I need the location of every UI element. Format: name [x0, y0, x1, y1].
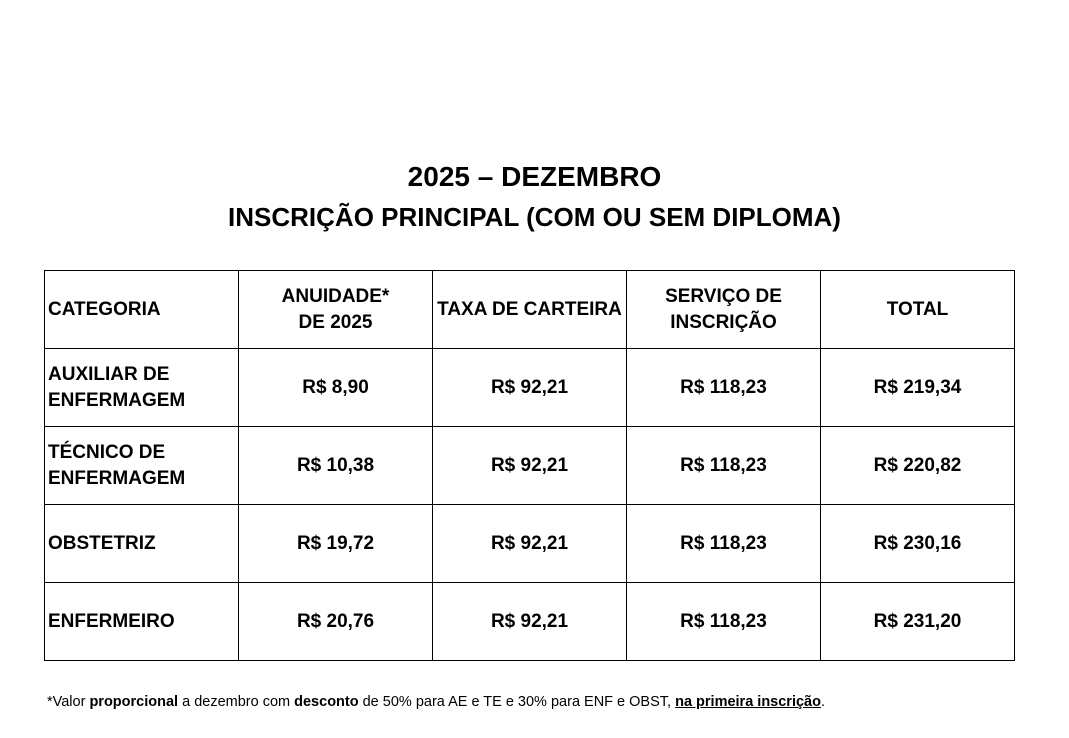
header-taxa	[433, 271, 627, 349]
header-servico-line1: SERVIÇO DE	[665, 285, 782, 307]
cell-taxa: R$ 92,21	[433, 583, 627, 661]
table-row-auxiliar	[45, 349, 1015, 427]
cell-anuidade: R$ 10,38	[239, 427, 433, 505]
categoria-line1: ENFERMEIRO	[48, 610, 175, 632]
cell-categoria	[45, 583, 239, 661]
cell-categoria	[45, 505, 239, 583]
footnote-proporcional: proporcional	[89, 694, 179, 710]
cell-servico: R$ 118,23	[627, 349, 821, 427]
categoria-line2: ENFERMAGEM	[48, 389, 186, 411]
categoria-line2: ENFERMAGEM	[48, 467, 186, 489]
categoria-line1: OBSTETRIZ	[48, 532, 156, 554]
cell-categoria	[45, 349, 239, 427]
cell-categoria	[45, 427, 239, 505]
header-categoria	[45, 271, 239, 349]
header-total-label: TOTAL	[886, 298, 949, 320]
table-row-obstetriz	[45, 505, 1015, 583]
cell-taxa: R$ 92,21	[433, 427, 627, 505]
fees-table	[44, 270, 1015, 661]
footnote-primeira-inscricao: na primeira inscrição	[675, 694, 821, 710]
header-servico-line2: INSCRIÇÃO	[670, 311, 777, 333]
categoria-line1: TÉCNICO DE	[48, 441, 166, 463]
cell-anuidade: R$ 20,76	[239, 583, 433, 661]
header-anuidade	[239, 271, 433, 349]
cell-servico: R$ 118,23	[627, 505, 821, 583]
cell-total: R$ 230,16	[821, 505, 1015, 583]
cell-total: R$ 220,82	[821, 427, 1015, 505]
cell-taxa: R$ 92,21	[433, 505, 627, 583]
footnote	[47, 692, 825, 712]
cell-anuidade: R$ 8,90	[239, 349, 433, 427]
table-row-tecnico	[45, 427, 1015, 505]
footnote-text-1: *Valor	[47, 694, 90, 710]
header-total	[821, 271, 1015, 349]
header-servico	[627, 271, 821, 349]
header-anuidade-line2: DE 2025	[298, 311, 373, 333]
table-header-row	[45, 271, 1015, 349]
footnote-text-3: de 50% para AE e TE e 30% para ENF e OBST,	[358, 694, 676, 710]
cell-total: R$ 219,34	[821, 349, 1015, 427]
cell-servico: R$ 118,23	[627, 427, 821, 505]
header-anuidade-line1: ANUIDADE*	[281, 285, 390, 307]
footnote-text-2: a dezembro com	[178, 694, 295, 710]
header-taxa-label: TAXA DE CARTEIRA	[437, 298, 622, 320]
cell-servico: R$ 118,23	[627, 583, 821, 661]
footnote-text-4: .	[820, 694, 825, 710]
cell-taxa: R$ 92,21	[433, 349, 627, 427]
footnote-desconto: desconto	[294, 694, 359, 710]
page-title-inscricao: INSCRIÇÃO PRINCIPAL (COM OU SEM DIPLOMA)	[228, 202, 841, 232]
page-title-date: 2025 – DEZEMBRO	[407, 161, 662, 192]
table-row-enfermeiro	[45, 583, 1015, 661]
categoria-line1: AUXILIAR DE	[48, 363, 170, 385]
cell-total: R$ 231,20	[821, 583, 1015, 661]
header-categoria-label: CATEGORIA	[48, 298, 161, 320]
cell-anuidade: R$ 19,72	[239, 505, 433, 583]
